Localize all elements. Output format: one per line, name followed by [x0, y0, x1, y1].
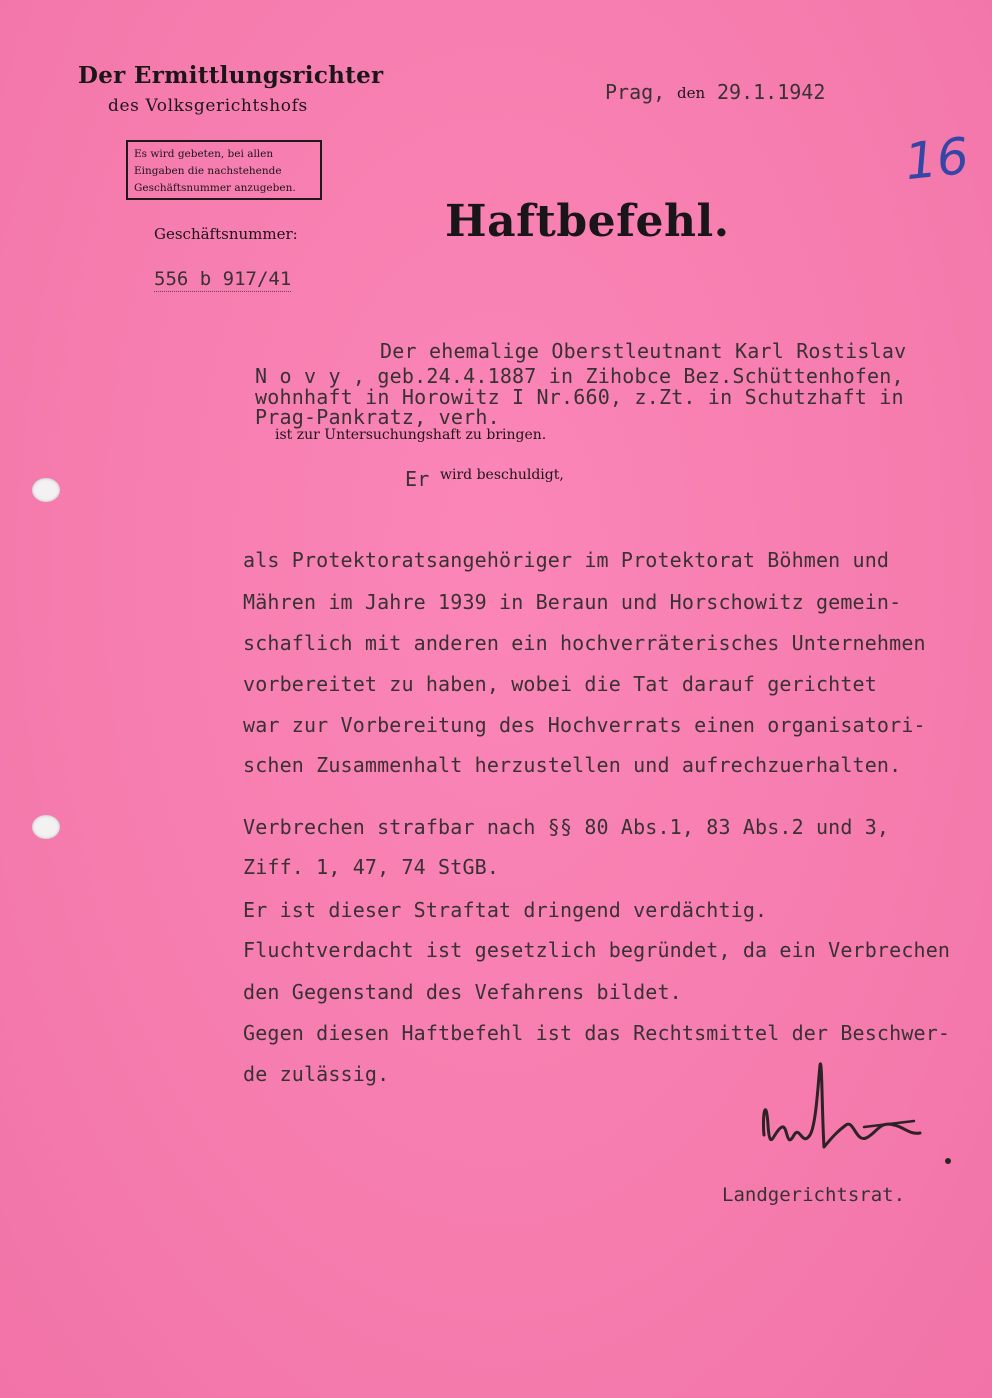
- signatory-title: Landgerichtsrat.: [722, 1184, 906, 1206]
- legal-line: den Gegenstand des Vefahrens bildet.: [243, 980, 682, 1004]
- handwritten-signature: [744, 1055, 964, 1175]
- notice-line: Eingaben die nachstehende: [134, 165, 282, 177]
- dateline-date: 29.1.1942: [717, 80, 826, 104]
- notice-line: Geschäftsnummer anzugeben.: [134, 182, 296, 194]
- legal-line: de zulässig.: [243, 1062, 390, 1086]
- handwritten-folio-number: 16: [902, 126, 972, 192]
- accused-typed: Er: [405, 467, 430, 491]
- subject-line: Prag-Pankratz, verh.: [255, 405, 500, 429]
- charge-line: als Protektoratsangehöriger im Protektorat Böhmen und: [243, 548, 890, 572]
- charge-line: war zur Vorbereitung des Hochverrats einen organisatori-: [243, 713, 926, 737]
- court-title: Der Ermittlungsrichter: [78, 62, 384, 89]
- subject-line: wohnhaft in Horowitz I Nr.660, z.Zt. in Schutzhaft in: [255, 385, 904, 409]
- dateline-city: Prag,: [605, 80, 666, 104]
- legal-line: Er ist dieser Straftat dringend verdächtig.: [243, 898, 768, 922]
- charge-line: schaflich mit anderen ein hochverräterisches Unternehmen: [243, 631, 926, 655]
- case-number: 556 b 917/41: [154, 268, 292, 290]
- notice-line: Es wird gebeten, bei allen: [134, 148, 274, 160]
- punch-hole-top: [32, 478, 60, 502]
- accused-printed: wird beschuldigt,: [440, 467, 564, 483]
- legal-line: Verbrechen strafbar nach §§ 80 Abs.1, 83 Abs.2 und 3,: [243, 815, 890, 839]
- subject-line: Der ehemalige Oberstleutnant Karl Rostislav: [380, 339, 907, 363]
- notice-box: [126, 140, 322, 200]
- legal-line: Ziff. 1, 47, 74 StGB.: [243, 855, 500, 879]
- legal-line: Fluchtverdacht ist gesetzlich begründet, da ein Verbrechen: [243, 938, 951, 962]
- custody-order-text: ist zur Untersuchungshaft zu bringen.: [275, 427, 547, 443]
- charge-line: Mähren im Jahre 1939 in Beraun und Horschowitz gemein-: [243, 590, 902, 614]
- legal-line: Gegen diesen Haftbefehl ist das Rechtsmittel der Beschwer-: [243, 1021, 951, 1045]
- charge-line: schen Zusammenhalt herzustellen und aufrechzuerhalten.: [243, 753, 902, 777]
- charge-line: vorbereitet zu haben, wobei die Tat darauf gerichtet: [243, 672, 877, 696]
- dateline-den: den: [677, 84, 706, 102]
- case-number-label: Geschäftsnummer:: [154, 225, 298, 243]
- court-subtitle: des Volksgerichtshofs: [108, 96, 308, 116]
- document-title: Haftbefehl.: [445, 196, 730, 247]
- subject-line: N o v y , geb.24.4.1887 in Zihobce Bez.Schüttenhofen,: [255, 364, 904, 388]
- punch-hole-bottom: [32, 815, 60, 839]
